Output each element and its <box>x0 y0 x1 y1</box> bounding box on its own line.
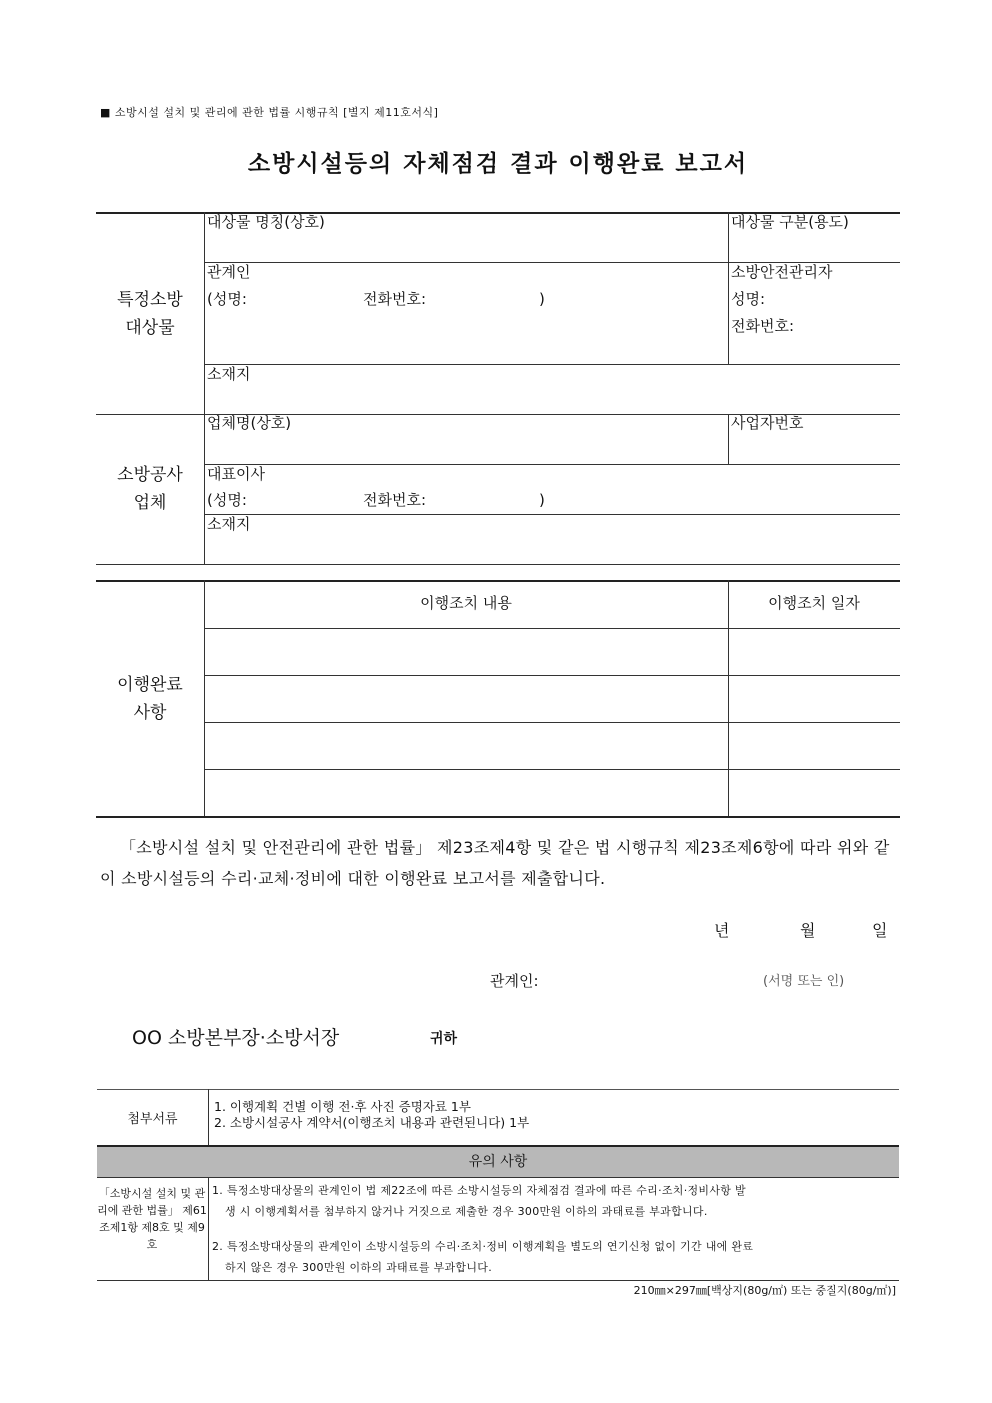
attachments-label: 첨부서류 <box>127 1112 178 1127</box>
target-address-field[interactable]: 소재지 <box>207 365 251 383</box>
section-target-divider <box>204 212 205 414</box>
owner-phone-field[interactable]: 전화번호: <box>363 290 427 308</box>
row-divider <box>204 464 900 465</box>
building-name-field[interactable]: 대상물 명칭(상호) <box>207 213 325 231</box>
date-month[interactable]: 월 <box>800 921 816 940</box>
notice-item-2 <box>212 1236 900 1278</box>
signature-label[interactable]: 관계인: <box>490 972 539 990</box>
notice-item-2-line2: 하지 않은 경우 300만원 이하의 과태료를 부과합니다. <box>225 1261 492 1274</box>
notice-legal-basis: 「소방시설 설치 및 관리에 관한 법률」 제61조제1항 제8호 및 제9호 <box>97 1187 207 1251</box>
attachments-top-border <box>97 1089 899 1090</box>
page-title: 소방시설등의 자체점검 결과 이행완료 보고서 <box>247 151 749 177</box>
completion-date-cell-3[interactable] <box>730 724 898 768</box>
date-year[interactable]: 년 <box>714 921 730 940</box>
completion-date-cell-4[interactable] <box>730 771 898 815</box>
ceo-phone-field[interactable]: 전화번호: <box>363 491 427 509</box>
notice-divider <box>208 1177 209 1280</box>
attachment-item-2: 2. 소방시설공사 계약서(이행조치 내용과 관련된니다) 1부 <box>214 1115 530 1130</box>
section-target-right-divider <box>728 212 729 364</box>
section-completion-label <box>96 671 204 727</box>
section-contractor-right-divider <box>728 414 729 464</box>
completion-content-cell-4[interactable] <box>206 771 726 815</box>
statement-text: 「소방시설 설치 및 안전관리에 관한 법률」 제23조제4항 및 같은 법 시행규칙 제23조제6항에 따라 위와 같이 소방시설등의 수리·교체·정비에 대한 이행완료 보고서를 제출합니다. <box>100 838 890 888</box>
section-target-label-line2: 대상물 <box>125 318 175 338</box>
col-header-date: 이행조치 일자 <box>768 594 860 612</box>
notice-item-1-line1: 1. 특정소방대상물의 관계인이 법 제22조에 따른 소방시설등의 자체점검 결과에 따른 수리·조치·정비사항 발 <box>212 1184 746 1197</box>
completion-date-cell-1[interactable] <box>730 630 898 674</box>
ceo-close-paren: ) <box>539 491 545 509</box>
notice-bottom-border <box>97 1280 899 1281</box>
section-target-label-line1: 특정소방 <box>117 290 183 310</box>
paper-spec-footer: 210㎜×297㎜[백상지(80g/㎡) 또는 중질지(80g/㎡)] <box>633 1284 896 1297</box>
business-number-field[interactable]: 사업자번호 <box>731 414 804 432</box>
notice-title: 유의 사항 <box>97 1145 899 1178</box>
section-contractor-label-line2: 업체 <box>133 493 167 513</box>
row-divider <box>204 628 900 629</box>
row-divider <box>204 769 900 770</box>
ceo-label: 대표이사 <box>207 465 265 483</box>
addressee-name: OO 소방본부장·소방서장 <box>132 1027 340 1049</box>
completion-content-cell-2[interactable] <box>206 677 726 721</box>
safety-manager-label: 소방안전관리자 <box>731 263 833 281</box>
section-completion-top-border <box>96 580 900 582</box>
addressee-suffix: 귀하 <box>430 1031 458 1047</box>
section-contractor-bottom-border <box>96 564 900 565</box>
col-header-content: 이행조치 내용 <box>420 594 512 612</box>
completion-content-cell-1[interactable] <box>206 630 726 674</box>
notice-item-1 <box>212 1180 900 1222</box>
section-completion-label-line2: 사항 <box>133 703 167 723</box>
section-completion-label-line1: 이행완료 <box>117 675 183 695</box>
safety-manager-name-field[interactable]: 성명: <box>731 290 766 308</box>
date-day[interactable]: 일 <box>872 921 888 940</box>
contractor-address-field[interactable]: 소재지 <box>207 515 251 533</box>
owner-name-field[interactable]: (성명: <box>207 290 247 308</box>
section-contractor-divider <box>204 414 205 564</box>
ceo-name-field[interactable]: (성명: <box>207 491 247 509</box>
signature-hint: (서명 또는 인) <box>763 974 845 989</box>
building-type-field[interactable]: 대상물 구분(용도) <box>731 213 849 231</box>
attachment-item-1: 1. 이행계획 건별 이행 전·후 사진 증명자료 1부 <box>214 1099 471 1114</box>
row-divider <box>204 675 900 676</box>
row-divider <box>204 364 900 365</box>
company-name-field[interactable]: 업체명(상호) <box>207 414 292 432</box>
row-divider <box>204 722 900 723</box>
section-contractor-label-line1: 소방공사 <box>117 465 183 485</box>
safety-manager-phone-field[interactable]: 전화번호: <box>731 317 795 335</box>
row-divider <box>204 514 900 515</box>
section-contractor-label <box>96 461 204 517</box>
section-completion-bottom-border <box>96 816 900 818</box>
notice-item-2-line1: 2. 특정소방대상물의 관계인이 소방시설등의 수리·조치·정비 이행계획을 별도의 연기신청 없이 기간 내에 완료 <box>212 1240 754 1253</box>
attachments-divider <box>208 1089 209 1145</box>
completion-date-cell-2[interactable] <box>730 677 898 721</box>
completion-content-cell-3[interactable] <box>206 724 726 768</box>
owner-label: 관계인 <box>207 263 251 281</box>
notice-item-1-line2: 생 시 이행계획서를 첨부하지 않거나 거짓으로 제출한 경우 300만원 이하의 과태료를 부과합니다. <box>225 1205 708 1218</box>
owner-close-paren: ) <box>539 290 545 308</box>
section-target-label <box>96 286 204 342</box>
form-reference: ■ 소방시설 설치 및 관리에 관한 법률 시행규칙 [별지 제11호서식] <box>100 106 439 119</box>
